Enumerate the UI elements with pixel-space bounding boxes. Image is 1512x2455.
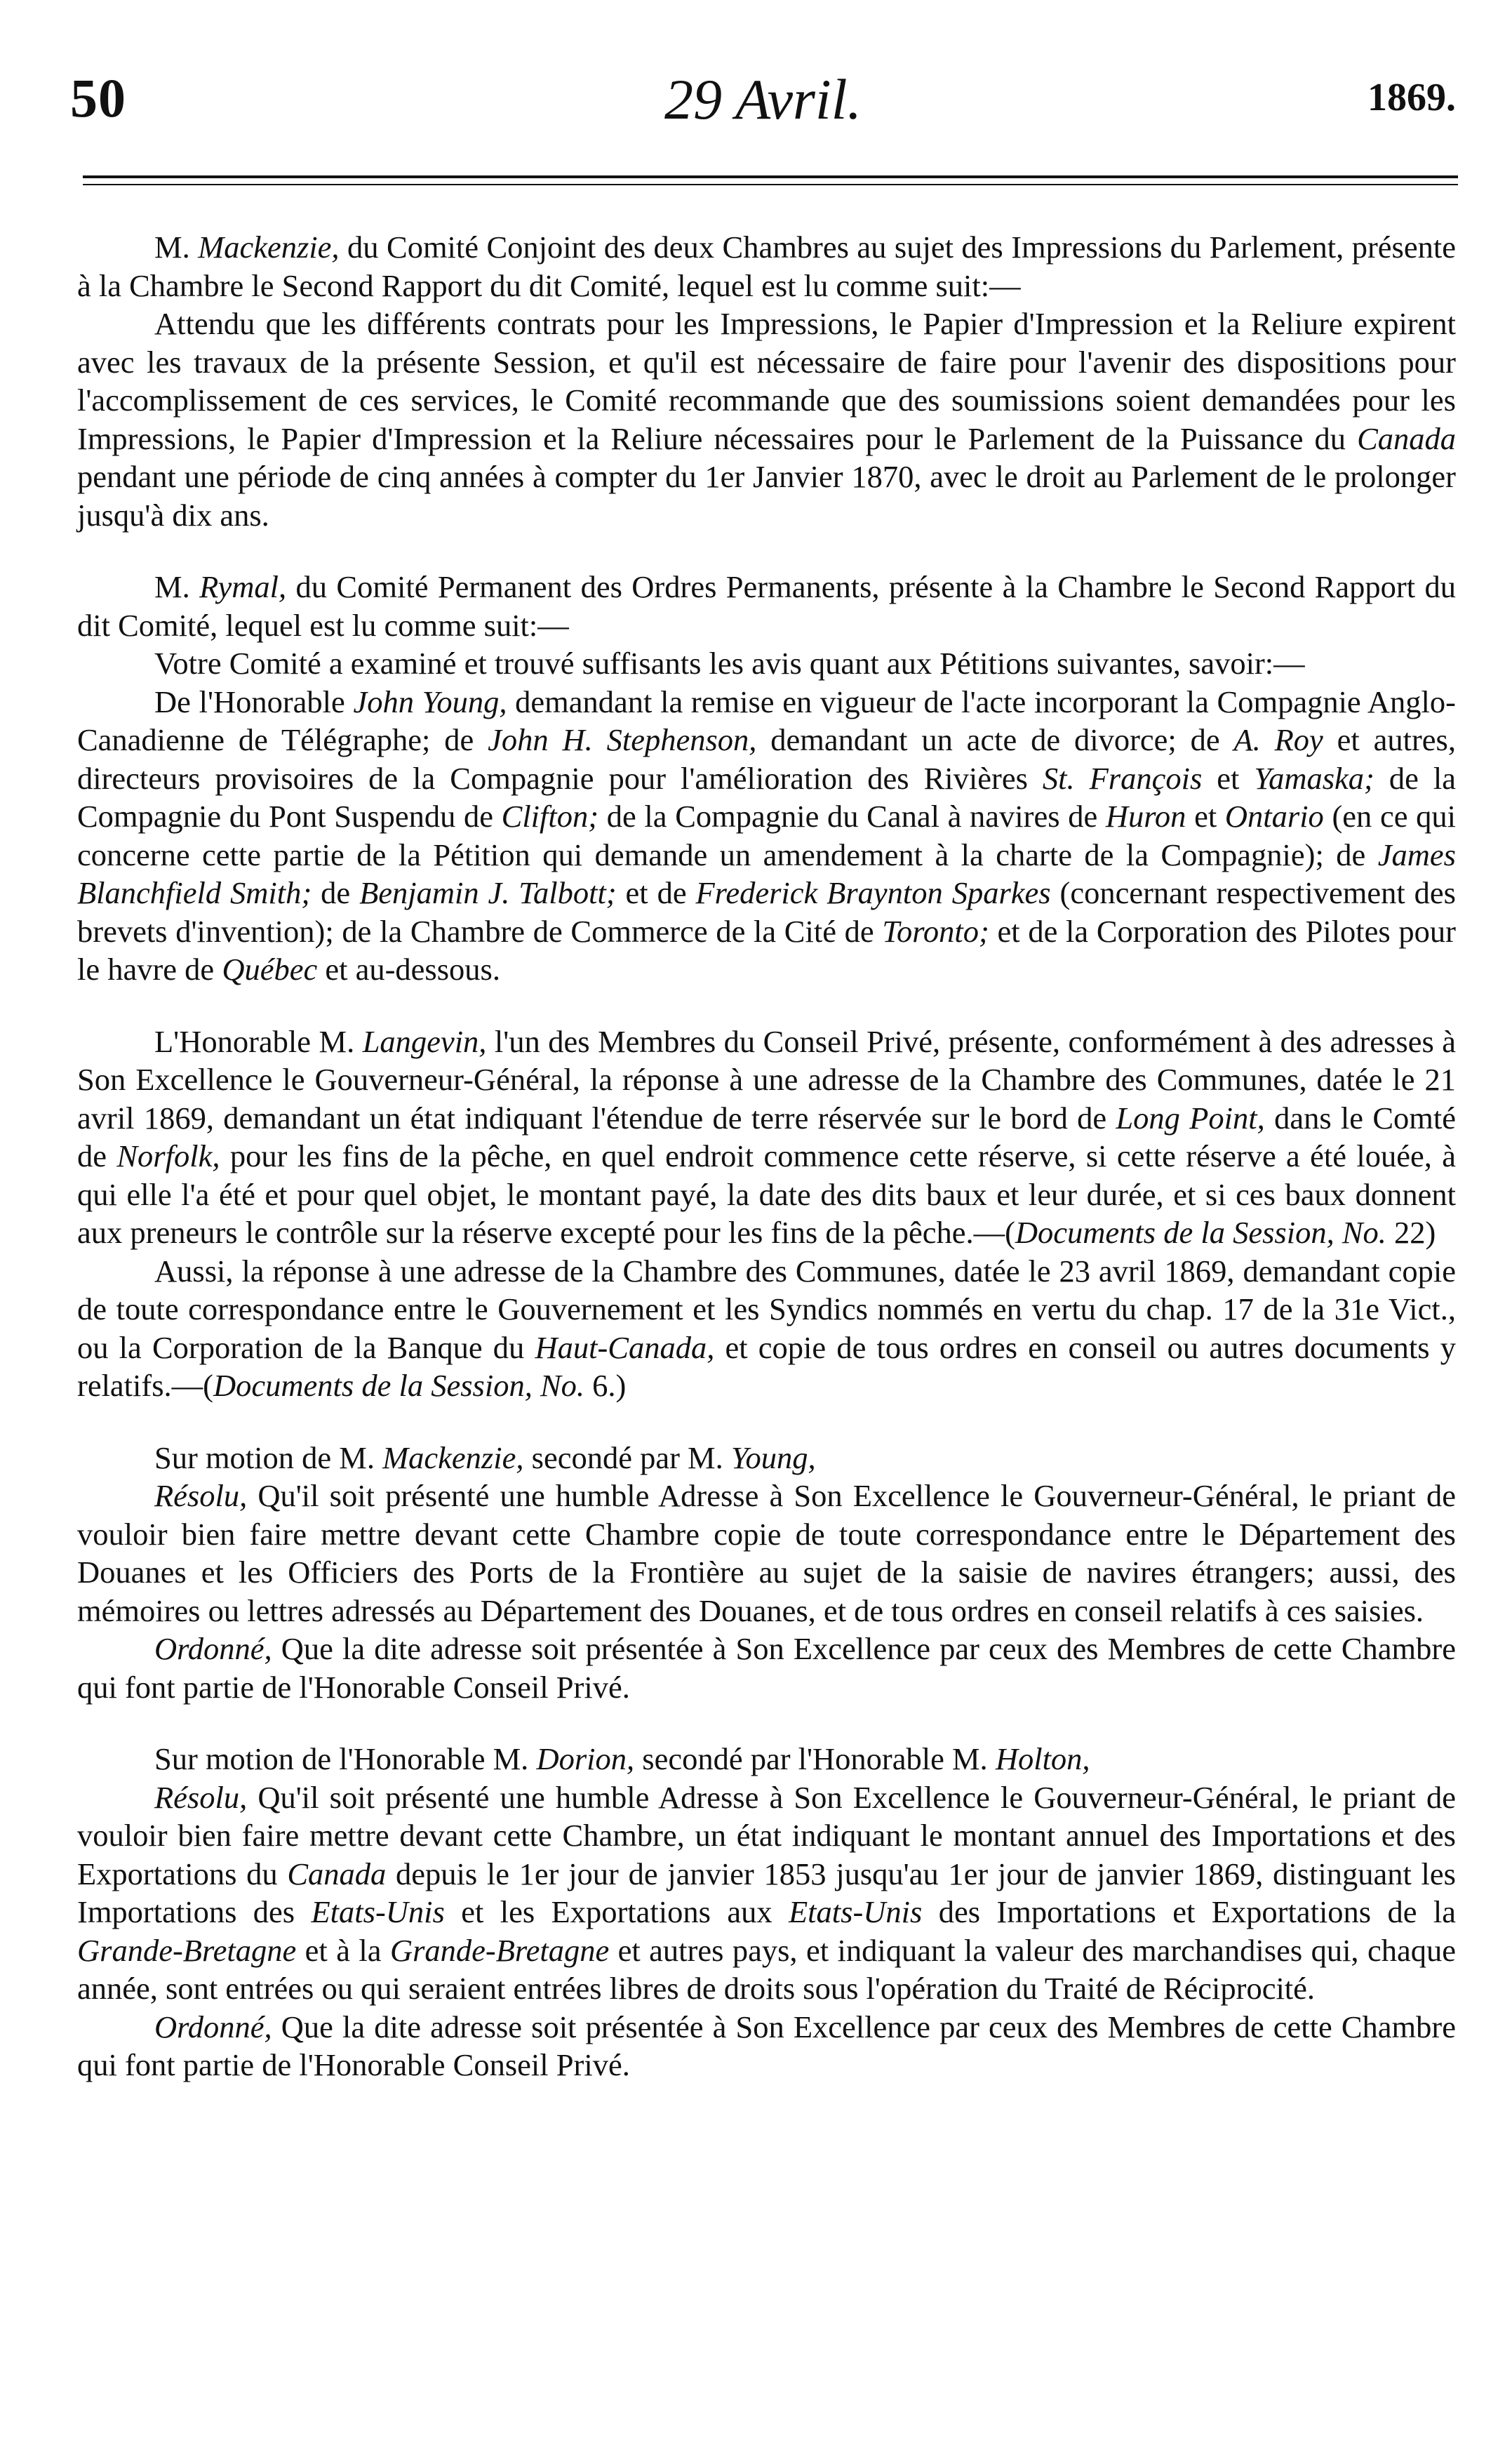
paragraph-ordered-1: Ordonné, Que la dite adresse soit présentée à Son Excellence par ceux des Membres de cette Chambre qui font partie de l'Honorable Conseil Privé. [77, 1631, 1456, 1705]
paragraph-ordered-2: Ordonné, Que la dite adresse soit présentée à Son Excellence par ceux des Membres de cette Chambre qui font partie de l'Honorable Conseil Privé. [77, 2009, 1456, 2082]
paragraph-motion-mackenzie: Sur motion de M. Mackenzie, secondé par M. Young, [154, 1439, 816, 1475]
paragraph-motion-dorion: Sur motion de l'Honorable M. Dorion, secondé par l'Honorable M. Holton, [154, 1741, 1090, 1776]
paragraph-aussi-return: Aussi, la réponse à une adresse de la Chambre des Communes, datée le 23 avril 1869, demandant copie de toute correspondance entre le Gouvernement et les Syndics nommés en vertu du chap. 17 de la 31e Vict., ou la Corporation de la Banque du Haut-Canada, et copie de tous ordres en conseil ou autres documents y relatifs.—(Documents de la Session, No. 6.) [77, 1253, 1456, 1403]
paragraph-petitions-list: De l'Honorable John Young, demandant la remise en vigueur de l'acte incorporant la Compagnie Anglo-Canadienne de Télégraphe; de John H. Stephenson, demandant un acte de divorce; de A. Roy et autres, directeurs provisoires de la Compagnie pour l'amélioration des Rivières St. François et Yamaska; de la Compagnie du Pont Suspendu de Clifton; de la Compagnie du Canal à navires de Huron et Ontario (en ce qui concerne cette partie de la Pétition qui demande un amendement à la charte de la Compagnie); de James Blanchfield Smith; de Benjamin J. Talbott; et de Frederick Braynton Sparkes (concernant respectivement des brevets d'invention); de la Chambre de Commerce de la Cité de Toronto; et de la Corporation des Pilotes pour le havre de Québec et au-dessous. [77, 684, 1456, 987]
paragraph-printing-contracts: Attendu que les différents contrats pour les Impressions, le Papier d'Impression et la Reliure expirent avec les travaux de la présente Session, et qu'il est nécessaire de faire pour l'avenir des dispositions pour l'accomplissement de ces services, le Comité recommande que des soumissions soient demandées pour les Impressions, le Papier d'Impression et la Reliure nécessaires pour le Parlement de la Puissance du Canada pendant une période de cinq années à compter du 1er Janvier 1870, avec le droit au Parlement de le prolonger jusqu'à dix ans. [77, 306, 1456, 533]
page-header [70, 67, 1456, 144]
journal-body [77, 228, 1456, 2084]
page-number: 50 [70, 67, 126, 128]
paragraph-mackenzie-report: M. Mackenzie, du Comité Conjoint des deux Chambres au sujet des Impressions du Parlement, présente à la Chambre le Second Rapport du dit Comité, lequel est lu comme suit:— [77, 229, 1456, 303]
paragraph-resolution-trade: Résolu, Qu'il soit présenté une humble Adresse à Son Excellence le Gouverneur-Général, le priant de vouloir bien faire mettre devant cette Chambre, un état indiquant le montant annuel des Importations et des Exportations du Canada depuis le 1er jour de janvier 1853 jusqu'au 1er jour de janvier 1869, distinguant les Importations des Etats-Unis et les Exportations aux Etats-Unis des Importations et Exportations de la Grande-Bretagne et à la Grande-Bretagne et autres pays, et indiquant la valeur des marchandises qui, chaque année, sont entrées ou qui seraient entrées libres de droits sous l'opération du Traité de Réciprocité. [77, 1779, 1457, 2006]
paragraph-committee-examined: Votre Comité a examiné et trouvé suffisants les avis quant aux Pétitions suivantes, savoir:— [154, 646, 1305, 681]
paragraph-rymal-report: M. Rymal, du Comité Permanent des Ordres Permanents, présente à la Chambre le Second Rapport du dit Comité, lequel est lu comme suit:— [77, 569, 1456, 643]
paragraph-langevin-return: L'Honorable M. Langevin, l'un des Membres du Conseil Privé, présente, conformément à des adresses à Son Excellence le Gouverneur-Général, la réponse à une adresse de la Chambre des Communes, datée le 21 avril 1869, demandant un état indiquant l'étendue de terre réservée sur le bord de Long Point, dans le Comté de Norfolk, pour les fins de la pêche, en quel endroit commence cette réserve, si cette réserve a été louée, à qui elle l'a été et pour quel objet, le montant payé, la date des dits baux et leur durée, et si ces baux donnent aux preneurs le contrôle sur la réserve excepté pour les fins de la pêche.—(Documents de la Session, No. 22) [77, 1023, 1456, 1250]
paragraph-resolution-seizures: Résolu, Qu'il soit présenté une humble Adresse à Son Excellence le Gouverneur-Général, le priant de vouloir bien faire mettre devant cette Chambre copie de toute correspondance entre le Département des Douanes et les Officiers des Ports de la Frontière au sujet de la saisie de navires étrangers; aussi, des mémoires ou lettres adressés au Département des Douanes, et de tous ordres en conseil relatifs à ces saisies. [77, 1478, 1456, 1628]
page-year: 1869. [1367, 76, 1456, 119]
header-rule-thick [83, 175, 1458, 178]
page-date: 29 Avril. [664, 67, 862, 131]
header-rule-thin [83, 184, 1458, 185]
